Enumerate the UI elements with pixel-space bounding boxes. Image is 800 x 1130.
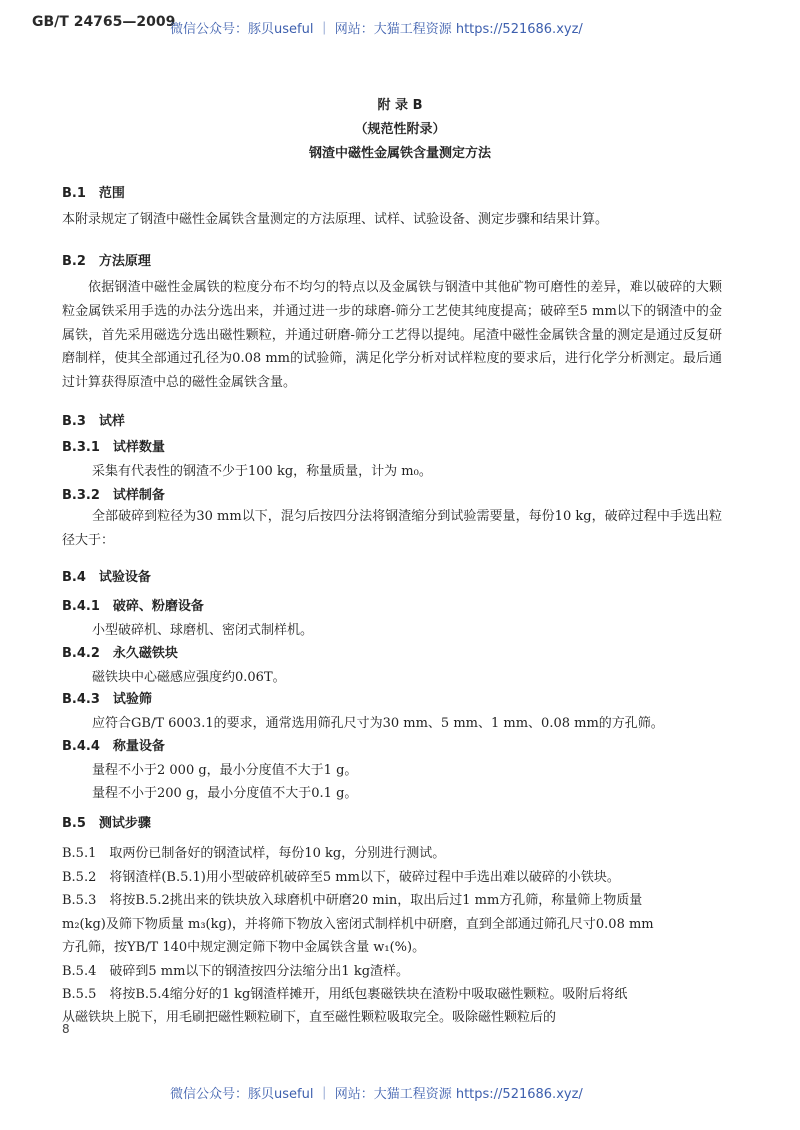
section-b44-text-2: 量程不小于200 g，最小分度值不大于0.1 g。: [92, 786, 358, 801]
section-b3-heading: B.3 试样: [62, 414, 125, 429]
section-b41-heading: B.4.1 破碎、粉磨设备: [62, 599, 204, 614]
step-b54: B.5.4 破碎到5 mm以下的钢渣按四分法缩分出1 kg渣样。: [62, 964, 410, 979]
section-b43-heading: B.4.3 试验筛: [62, 692, 152, 707]
section-b44-text-1: 量程不小于2 000 g，最小分度值不大于1 g。: [92, 763, 358, 778]
section-b32-text: 全部破碎到粒径为30 mm以下，混匀后按四分法将钢渣缩分到试验需要量，每份10 kg，破碎过程中手选出粒径大于：: [62, 509, 722, 548]
appendix-title: 附 录 B: [377, 98, 423, 113]
step-b55-line-1: B.5.5 将按B.5.4缩分好的1 kg钢渣样摊开，用纸包裹磁铁块在渣粉中吸取磁性颗粒。吸附后将纸: [62, 987, 628, 1002]
step-b53-line-2: m₂(kg)及筛下物质量 m₃(kg)，并将筛下物放入密闭式制样机中研磨，直到全部通过筛孔尺寸0.08 mm: [62, 917, 654, 932]
section-b2-text: 依据钢渣中磁性金属铁的粒度分布不均匀的特点以及金属铁与钢渣中其他矿物可磨性的差异，难以破碎的大颗粒金属铁采用手选的办法分选出来，并通过进一步的球磨-筛分工艺使其纯度提高；破碎至5 mm以下的钢渣中的金属铁，首先采用磁选分选出磁性颗粒，并通过研磨-筛分工艺得以提纯。尾渣中磁性金属铁含量的测定是通过反复研磨制样，使其全部通过孔径为0.08 mm的试验筛，满足化学分析对试样粒度的要求后，进行化学分析测定。最后通过计算获得原渣中总的磁性金属铁含量。: [62, 280, 722, 391]
page-number: 8: [62, 1022, 70, 1036]
section-b2-heading: B.2 方法原理: [62, 254, 151, 269]
step-b52: B.5.2 将钢渣样(B.5.1)用小型破碎机破碎至5 mm以下，破碎过程中手选出难以破碎的小铁块。: [62, 870, 620, 885]
section-b31-heading: B.3.1 试样数量: [62, 440, 165, 455]
appendix-type: （规范性附录）: [354, 122, 446, 137]
step-b53-line-1: B.5.3 将按B.5.2挑出来的铁块放入球磨机中研磨20 min，取出后过1 mm方孔筛，称量筛上物质量: [62, 893, 643, 908]
section-b4-heading: B.4 试验设备: [62, 570, 151, 585]
section-b32-heading: B.3.2 试样制备: [62, 488, 165, 503]
step-b53-line-3: 方孔筛，按YB/T 140中规定测定筛下物中金属铁含量 w₁(%)。: [62, 940, 426, 955]
step-b55-line-2: 从磁铁块上脱下，用毛刷把磁性颗粒刷下，直至磁性颗粒吸取完全。吸除磁性颗粒后的: [62, 1010, 557, 1025]
standard-code: GB/T 24765—2009: [32, 14, 176, 30]
section-b31-text: 采集有代表性的钢渣不少于100 kg，称量质量，计为 m₀。: [92, 464, 432, 479]
section-b44-heading: B.4.4 称量设备: [62, 739, 165, 754]
watermark-bottom[interactable]: 微信公众号：豚贝useful ｜ 网站：大猫工程资源 https://521686.xyz/: [170, 1087, 583, 1102]
section-b43-text: 应符合GB/T 6003.1的要求，通常选用筛孔尺寸为30 mm、5 mm、1 mm、0.08 mm的方孔筛。: [92, 716, 664, 731]
section-b1-text: 本附录规定了钢渣中磁性金属铁含量测定的方法原理、试样、试验设备、测定步骤和结果计算。: [62, 212, 609, 227]
section-b1-heading: B.1 范围: [62, 186, 125, 201]
section-b41-text: 小型破碎机、球磨机、密闭式制样机。: [92, 623, 314, 638]
section-b42-text: 磁铁块中心磁感应强度约0.06T。: [92, 670, 286, 685]
step-b51: B.5.1 取两份已制备好的钢渣试样，每份10 kg，分别进行测试。: [62, 846, 446, 861]
watermark-top[interactable]: 微信公众号：豚贝useful ｜ 网站：大猫工程资源 https://521686.xyz/: [170, 22, 583, 37]
section-b5-heading: B.5 测试步骤: [62, 816, 151, 831]
appendix-name: 钢渣中磁性金属铁含量测定方法: [308, 146, 491, 161]
section-b42-heading: B.4.2 永久磁铁块: [62, 646, 178, 661]
